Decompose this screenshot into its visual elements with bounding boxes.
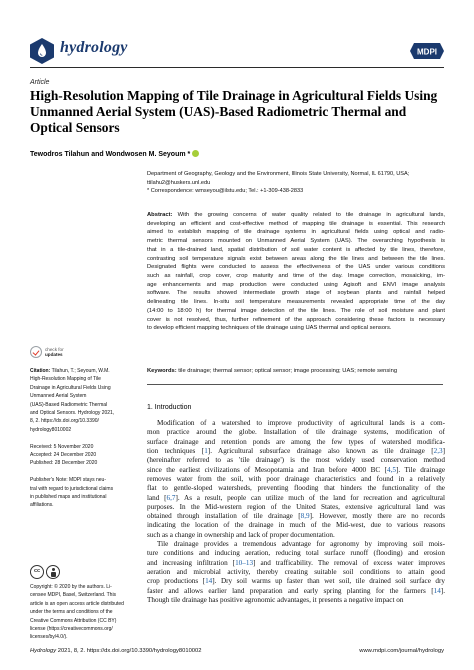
- body-text-line: obtained through installation of tile drainage [8,9]. However, mostly there are no records: [147, 512, 445, 521]
- citation-line: Citation: Tilahun, T.; Seyoum, W.M.: [30, 368, 110, 374]
- abstract-line: that in a tile-drained land, spatial distribution of soil water content is affected by tile lines, therefore,: [147, 246, 445, 253]
- body-text-line: crop productions [14]. Dry soil warms up faster than wet soil, tile drained soil surface dry: [147, 577, 445, 586]
- citation-line: and Optical Sensors. Hydrology 2021,: [30, 410, 115, 417]
- body-text-line: Modification of a watershed to improve productivity of agricultural lands is a com-: [157, 419, 445, 427]
- abstract-line: Abstract: With the growing concerns of water quality related to tile drainage in agricultural lands,: [147, 212, 445, 218]
- body-text-line: since the earliest civilizations of Mesopotamia and Iran before 4000 BC [4,5]. Tile drainage: [147, 465, 445, 474]
- copyright-block: [30, 583, 130, 642]
- journal-name: hydrology: [60, 39, 128, 56]
- body-text-line: (hereinafter referred to as 'tile drainage') is the most widely used conservation method: [147, 456, 445, 465]
- affiliation-email[interactable]: ttilahu2@huskers.unl.edu: [147, 179, 211, 186]
- reference-link[interactable]: 8,9: [300, 512, 310, 521]
- attribution-icon: [46, 565, 60, 579]
- body-text-line: purposes. In the Mid-western region of the United States, extensive agricultural land was: [147, 502, 445, 511]
- reference-link[interactable]: 4,5: [387, 465, 396, 474]
- abstract-line: cover is not resolved, thus, further refinement of the approach considering these factors is necessary: [147, 316, 445, 323]
- abstract-line: developing an efficient and cost-effective method of mapping tile drainage is essential. This research: [147, 220, 445, 227]
- header-divider: [30, 67, 444, 68]
- article-type: Article: [30, 79, 50, 86]
- reference-link[interactable]: 1: [204, 446, 208, 455]
- body-text-line: flat to gentle-sloped watersheds, preventing flooding that hinders the functionality of the: [147, 484, 445, 493]
- section-heading-introduction: 1. Introduction: [147, 404, 192, 411]
- license-link[interactable]: license (https://creativecommons.org/: [30, 626, 113, 633]
- body-text-line: ture conditions and inducing aeration, reducing total surface runoff (flooding) and erosion: [147, 549, 445, 558]
- abstract-line: contrasting soil temperature signals exist between areas along the tile lines and between the tile lines.: [147, 255, 445, 262]
- published-date: Published: 28 December 2020: [30, 460, 98, 467]
- cc-icon: cc: [30, 565, 44, 579]
- copyright-line: Creative Commons Attribution (CC BY): [30, 617, 117, 624]
- mdpi-logo-icon: [410, 43, 444, 59]
- reference-link[interactable]: 6,7: [166, 493, 176, 502]
- introduction-body: [147, 419, 445, 605]
- copyright-line: article is an open access article distributed: [30, 600, 124, 607]
- citation-line: (UAS)-Based Radiometric Thermal: [30, 401, 108, 408]
- body-text-line: and increasing infiltration [10–13] and trafficability. The removal of excess water improves: [147, 558, 445, 567]
- affiliation-line: Department of Geography, Geology and the Environment, Illinois State University, Normal, IL 61790, USA;: [147, 171, 410, 177]
- citation-doi-link[interactable]: 8, 2. https://dx.doi.org/10.3390/: [30, 418, 99, 425]
- abstract-line: metric thermal sensors mounted on Unmanned Aerial System (UAS). The overarching hypothesis is: [147, 238, 445, 245]
- body-text-line: Tile drainage provides a tremendous advantage for agronomy by improving soil mois-: [157, 540, 445, 549]
- body-text-line: tion techniques [1]. Agricultural subsurface drainage also known as tile drainage [2,3]: [147, 446, 445, 455]
- affiliation: [147, 170, 447, 196]
- publisher-note: Publisher's Note: MDPI stays neu-: [30, 477, 106, 484]
- citation-line: Drainage in Agricultural Fields Using: [30, 384, 111, 391]
- abstract-line: Designated flights were conducted to assess the effectiveness of the UAS under various conditions: [147, 264, 445, 271]
- body-text-line: Though tile drainage has positive agronomic advantages, it presents a negative impact on: [147, 595, 404, 604]
- copyright-line: Copyright: © 2020 by the authors. Li-: [30, 584, 112, 590]
- publisher-logo-text: MDPI: [417, 47, 437, 57]
- body-text-line: indicating the location of the drainage in much of the Mid-west, due to various reasons: [147, 521, 445, 530]
- abstract-line: such as rainfall, crop cover, crop maturity and time of the day. Image correction, mosaicking, im-: [147, 273, 445, 280]
- citation-line: hydrology8010002: [30, 426, 72, 433]
- abstract-label: Abstract:: [147, 212, 173, 218]
- body-text-line: faster and allows earlier land preparation and early spring planting for the farmers [14].: [147, 586, 445, 595]
- body-text-line: aeration and microbial activity, thereby creating suitable soil conditions to attain good: [147, 568, 445, 576]
- accepted-date: Accepted: 24 December 2020: [30, 452, 97, 459]
- copyright-line: censee MDPI, Basel, Switzerland. This: [30, 592, 117, 599]
- orcid-icon[interactable]: [192, 150, 199, 157]
- reference-link[interactable]: 14: [205, 577, 213, 586]
- correspondence: * Correspondence: wmseyou@ilstu.edu; Tel.: +1-309-438-2833: [147, 188, 304, 195]
- abstract-line: to develop efficient mapping techniques of tile drainage using UAS thermal and optical sensors.: [147, 325, 392, 332]
- body-text-line: removes water from the soil, with poor drainage characteristics and found in a relatively: [147, 474, 445, 483]
- abstract-line: software. The results showed intermediate growth stage of soybean plants and rainfall helped: [147, 290, 445, 297]
- body-text-line: mon practice around the globe. Installation of tile drainage systems, modification of: [147, 428, 445, 437]
- keywords-text: tile drainage; thermal sensor; optical sensor; image processing; UAS; remote sensing: [178, 368, 398, 374]
- check-updates-icon: [30, 346, 42, 358]
- body-text-line: land [6,7]. As a result, people can utilize much of the land for recreation and agricultural: [147, 493, 445, 502]
- article-title: High-Resolution Mapping of Tile Drainage in Agricultural Fields Using Unmanned Aerial System (UAS)-Based Radiometric Thermal and Optical Sensors: [30, 88, 438, 135]
- publisher-note: affiliations.: [30, 502, 54, 509]
- cc-by-license-badge[interactable]: [30, 565, 70, 579]
- keywords-label: Keywords:: [147, 368, 177, 374]
- body-text-line: such as a change in ownership and lack of proper documentation.: [147, 530, 335, 539]
- keywords-divider: [147, 384, 443, 385]
- citation-line: Unmanned Aerial System: [30, 393, 87, 400]
- abstract: [147, 211, 445, 333]
- authors: Tewodros Tilahun and Wondwosen M. Seyoum *: [30, 150, 199, 158]
- journal-logo-icon: [30, 38, 54, 64]
- footer-journal-url[interactable]: www.mdpi.com/journal/hydrology: [359, 648, 444, 654]
- reference-link[interactable]: 10–13: [235, 558, 254, 567]
- reference-link[interactable]: 14: [433, 586, 441, 595]
- body-text-line: surface drainage and retention ponds are among the few types of watershed modifica-: [147, 437, 445, 446]
- citation-line: High-Resolution Mapping of Tile: [30, 376, 101, 383]
- sidebar-info: [30, 367, 130, 510]
- reference-link[interactable]: 2,3: [433, 446, 443, 455]
- copyright-line: under the terms and conditions of the: [30, 609, 113, 616]
- authors-text: Tewodros Tilahun and Wondwosen M. Seyoum: [30, 151, 186, 158]
- keywords: [147, 368, 445, 374]
- check-for-updates-button[interactable]: [30, 346, 76, 360]
- abstract-line: delineating tile lines. In-situ soil temperature measurements revealed appropriate time of the day: [147, 299, 445, 306]
- publisher-note: in published maps and institutional: [30, 494, 107, 501]
- check-updates-text: check for updates: [45, 347, 64, 357]
- footer-citation[interactable]: Hydrology 2021, 8, 2. https://dx.doi.org/10.3390/hydrology8010002: [30, 648, 202, 654]
- copyright-line: licenses/by/4.0/).: [30, 634, 68, 641]
- received-date: Received: 5 November 2020: [30, 443, 94, 450]
- publisher-note: tral with regard to jurisdictional claims: [30, 485, 114, 492]
- abstract-line: aimed to establish mapping of tile drainage systems in agricultural fields using optical and radio-: [147, 229, 445, 236]
- abstract-line: age enhancements and map production were conducted using Agisoft and ENVI image analysis: [147, 281, 445, 288]
- abstract-line: (14:00 to 18:00 h) for thermal image detection of the tile lines. The role of soil moisture and plant: [147, 307, 445, 314]
